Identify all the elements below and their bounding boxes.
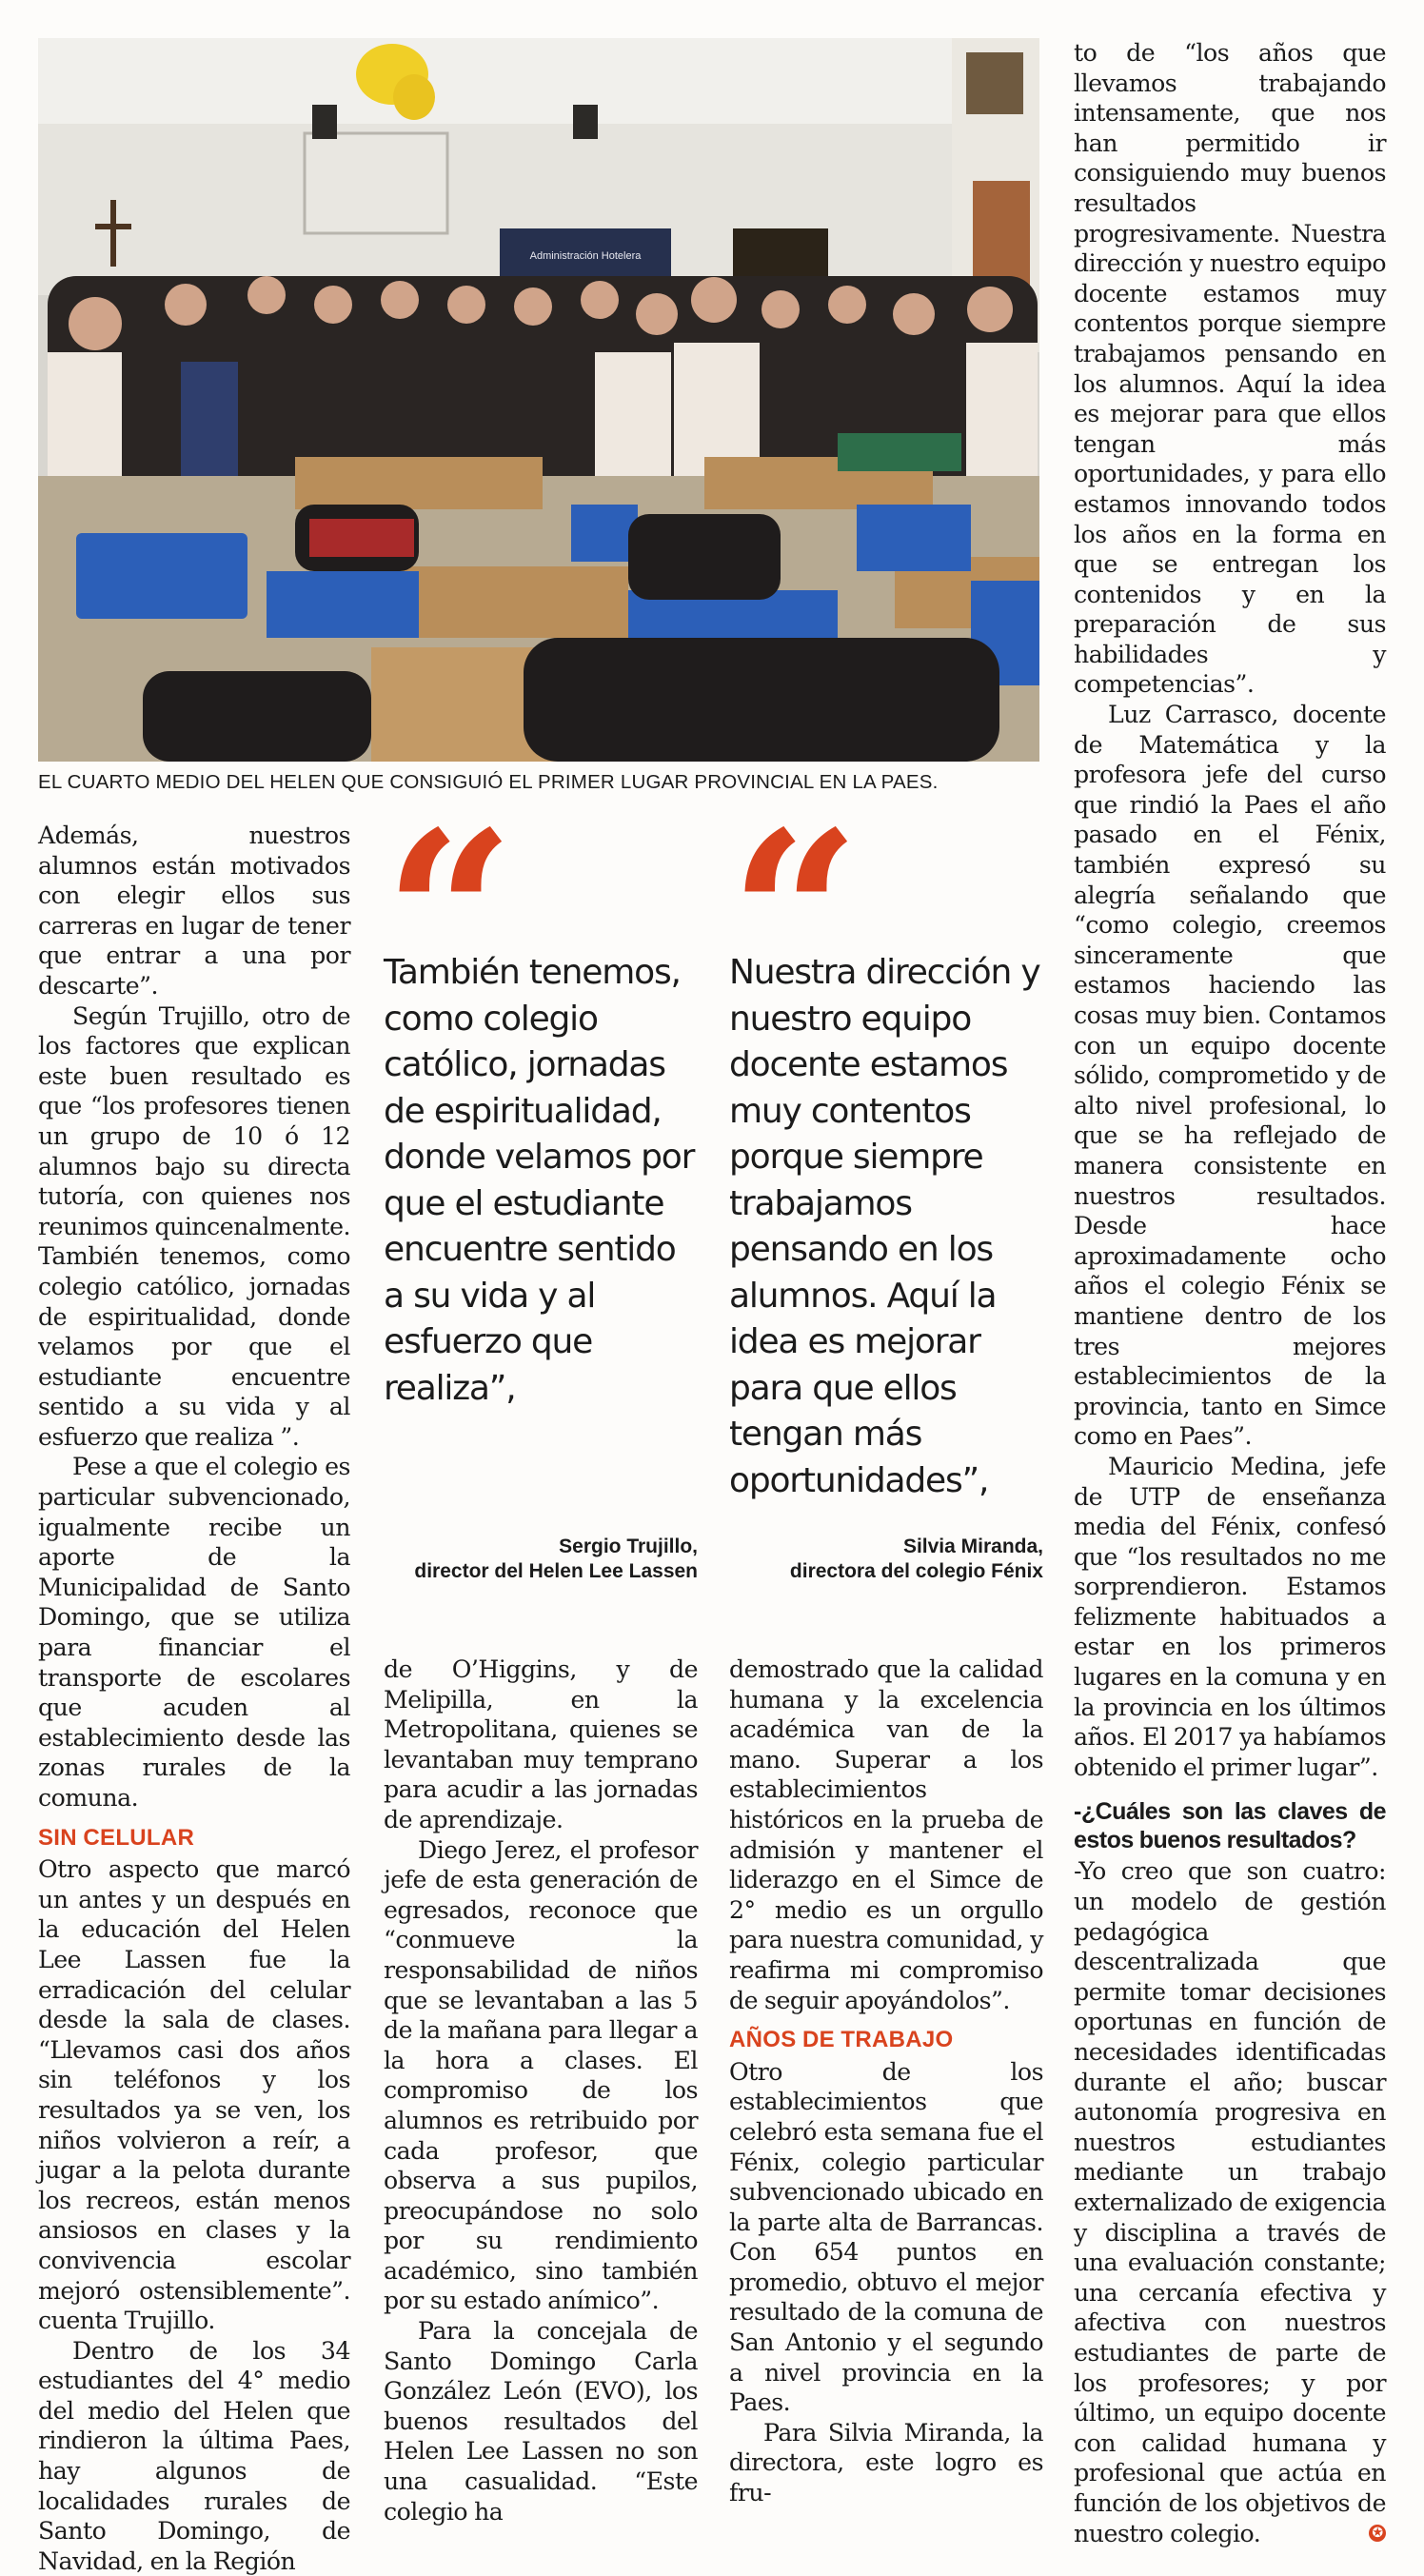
col1-paragraph: Según Trujillo, otro de los factores que explican este buen resultado es que “los profesores tienen un grupo de 10 ó 12 alumnos bajo su directa tutoría, con quienes nos reunimos quincenalmente. También tenemos, como colegio católico, jornadas de espiritualidad, donde velamos por que el estudiante encuentre sentido a su vida y al esfuerzo que realiza ”. bbox=[38, 1001, 350, 1451]
interview-answer-text: -Yo creo que son cuatro: un modelo de gestión pedagógica descentralizada que permite tomar decisiones oportunas en función de necesidades identificadas durante el año; buscar autonomía progresiva en nuestros estudiantes mediante un trabajo externalizado de exigencia y disciplina a través de una evaluación constante; una cercanía efectiva y afectiva con nuestros estudiantes de parte de los profesores; y por último, un equipo docente con calidad humana y profesional que actúa en función de los objetivos de nuestro colegio. bbox=[1074, 1857, 1386, 2547]
column-1 bbox=[38, 821, 350, 2576]
quote-author bbox=[729, 1535, 1043, 1584]
quote-author-name: Silvia Miranda, bbox=[902, 1536, 1043, 1557]
col1-paragraph: Además, nuestros alumnos están motivados con elegir ellos sus carreras en lugar de tener que entrar a una por descarte”. bbox=[38, 822, 350, 1000]
quote-mark-icon bbox=[384, 821, 698, 935]
col4-paragraph: Mauricio Medina, jefe de UTP de enseñanza media del Fénix, confesó que “los resultados no me sorprendieron. Estamos felizmente habituados a estar en los primeros lugares en la comuna y en la provincia en los últimos años. El 2017 ya habíamos obtenido el primer lugar”. bbox=[1074, 1452, 1386, 1781]
photo-caption: EL CUARTO MEDIO DEL HELEN QUE CONSIGUIÓ EL PRIMER LUGAR PROVINCIAL EN LA PAES. bbox=[38, 771, 939, 793]
end-of-article-icon: ✪ bbox=[1369, 2525, 1386, 2542]
col3-paragraph: demostrado que la calidad humana y la excelencia académica van de la mano. Superar a los establecimientos históricos en la prueba de admisión y mantener el liderazgo en el Simce de 2° medio es un orgullo para nuestra comunidad, y reafirma mi compromiso de seguir apoyándolos”. bbox=[729, 1655, 1043, 2014]
quote-text: También tenemos, como colegio católico, jornadas de espiritualidad, donde velamos por que el estudiante encuentre sentido a su vida y al esfuerzo que realiza”, bbox=[384, 953, 695, 1408]
quote-author-role: director del Helen Lee Lassen bbox=[414, 1560, 698, 1582]
col2-paragraph: de O’Higgins, y de Melipilla, en la Metropolitana, quienes se levantaban muy temprano para acudir a las jornadas de aprendizaje. bbox=[384, 1655, 698, 1833]
col2-paragraph: Diego Jerez, el profesor jefe de esta generación de egresados, reconoce que “conmueve la responsabilidad de niños que se levantaban a las 5 de la mañana para llegar a la hora a clases. El compromiso de los alumnos es retribuido por cada profesor, que observa a sus pupilos, preocupándose no solo por su rendimiento académico, sino también por su estado anímico”. bbox=[384, 1835, 698, 2315]
col1-paragraph: Otro aspecto que marcó un antes y un después en la educación del Helen Lee Lassen fue la erradicación del celular desde la sala de clases. “Llevamos casi dos años sin teléfonos y los resultados ya se ven, los niños volvieron a reír, a jugar a la pelota durante los recreos, están menos ansiosos en clases y la convivencia escolar mejoró ostensiblemente”. cuenta Trujillo. bbox=[38, 1855, 350, 2335]
pull-quote-miranda bbox=[729, 821, 1043, 1504]
quote-mark-icon bbox=[729, 821, 1043, 935]
subhead-anos-de-trabajo: AÑOS DE TRABAJO bbox=[729, 2027, 954, 2053]
subhead-sin-celular: SIN CELULAR bbox=[38, 1824, 195, 1851]
col2-paragraph: Para la concejala de Santo Domingo Carla González León (EVO), los buenos resultados del Helen Lee Lassen no son una casualidad. “Este colegio ha bbox=[384, 2317, 698, 2526]
interview-answer bbox=[1074, 1856, 1386, 2548]
col3-paragraph: Otro de los establecimientos que celebró esta semana fue el Fénix, colegio particular subvencionado ubicado en la parte alta de Barrancas. Con 654 puntos en promedio, obtuvo el mejor resultado de la comuna de San Antonio y el segundo a nivel provincia en la Paes. bbox=[729, 2057, 1043, 2417]
pull-quote-trujillo bbox=[384, 821, 698, 1412]
column-2 bbox=[384, 1655, 698, 2526]
photo-screen-text: Administración Hotelera bbox=[529, 250, 642, 262]
quote-text: Nuestra dirección y nuestro equipo docente estamos muy contentos porque siempre trabajamos pensando en los alumnos. Aquí la idea es mejorar para que ellos tengan más oportunidades”, bbox=[729, 953, 1040, 1500]
column-3 bbox=[729, 1655, 1043, 2508]
interview-question: -¿Cuáles son las claves de estos buenos resultados? bbox=[1074, 1798, 1386, 1854]
quote-author-name: Sergio Trujillo, bbox=[559, 1536, 698, 1557]
col3-paragraph: Para Silvia Miranda, la directora, este logro es fru- bbox=[729, 2418, 1043, 2507]
col4-paragraph: to de “los años que llevamos trabajando intensamente, que nos han permitido ir consiguiendo muy buenos resultados progresivamente. Nuestra dirección y nuestro equipo docente estamos muy contentos porque siempre trabajamos pensando en los alumnos. Aquí la idea es mejorar para que ellos tengan más oportunidades, y para ello estamos innovando todos los años en la forma en que se entregan los contenidos y en la preparación de sus habilidades y competencias”. bbox=[1074, 39, 1386, 699]
quote-author-role: directora del colegio Fénix bbox=[789, 1560, 1043, 1582]
col4-paragraph: Luz Carrasco, docente de Matemática y la profesora jefe del curso que rindió la Paes el año pasado en el Fénix, también expresó su alegría señalando que “como colegio, creemos sinceramente que estamos haciendo las cosas muy bien. Contamos con un equipo docente sólido, comprometido y de alto nivel profesional, lo que se ha reflejado de manera consistente en nuestros resultados. Desde hace aproximadamente ocho años el colegio Fénix se mantiene dentro de los tres mejores establecimientos de la provincia, tanto en Simce como en Paes”. bbox=[1074, 701, 1386, 1451]
article-photo bbox=[38, 38, 1039, 762]
column-4 bbox=[1074, 38, 1386, 2548]
col1-paragraph: Dentro de los 34 estudiantes del 4° medio del medio del Helen que rindieron la última Paes, hay algunos de localidades rurales de Santo Domingo, de Navidad, en la Región bbox=[38, 2336, 350, 2575]
quote-author bbox=[384, 1535, 698, 1584]
classroom-photo-illustration bbox=[38, 38, 1039, 762]
col1-paragraph: Pese a que el colegio es particular subvencionado, igualmente recibe un aporte de la Municipalidad de Santo Domingo, que se utiliza para financiar el transporte de escolares que acuden al establecimiento desde las zonas rurales de la comuna. bbox=[38, 1453, 350, 1812]
